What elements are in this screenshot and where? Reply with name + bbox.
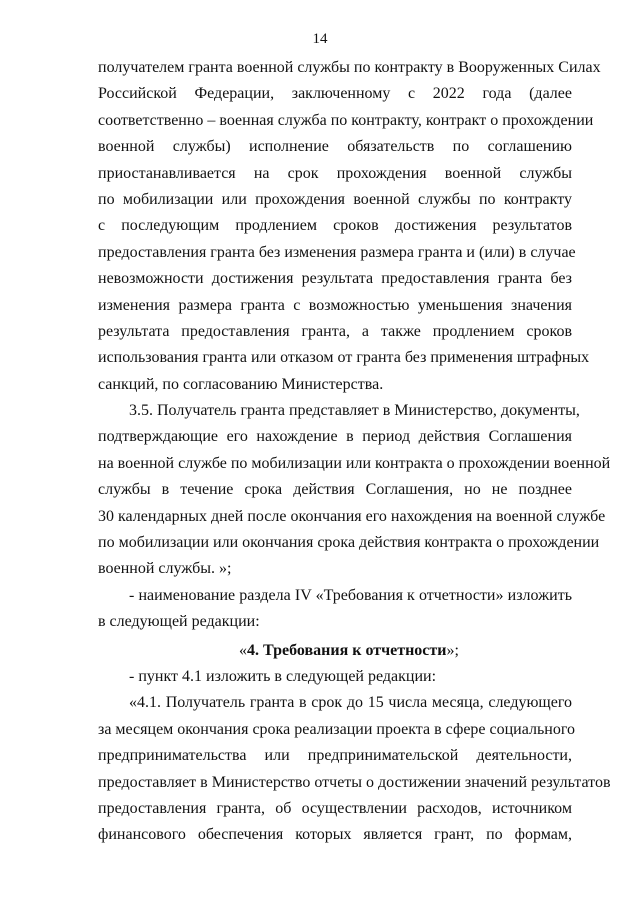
paragraph-point-4-1-instruction: [98, 664, 572, 690]
heading-open-quote: «: [239, 641, 248, 659]
text-line: невозможности достижения результата предоставления гранта без: [98, 270, 572, 288]
section-heading: [98, 638, 572, 664]
heading-close-quote: »;: [446, 641, 459, 659]
text-line: использования гранта или отказом от гранта без применения штрафных: [98, 349, 590, 367]
text-line: получателем гранта военной службы по контракту в Вооруженных Силах: [98, 59, 601, 76]
text-line: по мобилизации или окончания срока действия контракта о прохождении: [98, 534, 600, 552]
text-line: на военной службе по мобилизации или контракта о прохождении военной: [98, 454, 611, 472]
text-line: 3.5. Получатель гранта представляет в Министерство, документы,: [129, 402, 580, 420]
paragraph-section-iv-rename: [98, 583, 572, 636]
text-line: результата предоставления гранта, а также продлением сроков: [98, 322, 572, 340]
text-line: приостанавливается на срок прохождения военной службы: [98, 164, 572, 182]
text-line: - пункт 4.1 изложить в следующей редакции:: [129, 667, 437, 685]
text-line: по мобилизации или прохождения военной службы по контракту: [98, 190, 572, 208]
text-line: в следующей редакции:: [98, 613, 260, 631]
text-line: предоставляет в Министерство отчеты о достижении значений результатов: [98, 773, 611, 791]
paragraph-grant-suspension: [98, 55, 601, 398]
text-line: санкций, по согласованию Министерства.: [98, 375, 384, 393]
text-line: военной службы. »;: [98, 560, 232, 578]
text-line: предоставления гранта без изменения размера гранта и (или) в случае: [98, 243, 576, 261]
page-number: 14: [312, 31, 328, 47]
text-line: за месяцем окончания срока реализации проекта в сфере социального: [98, 720, 575, 738]
paragraph-point-4-1: [98, 690, 611, 848]
text-line: - наименование раздела IV «Требования к отчетности» изложить: [129, 586, 572, 604]
text-line: предпринимательства или предпринимательской деятельности,: [98, 747, 572, 765]
text-line: 30 календарных дней после окончания его нахождения на военной службе: [98, 507, 606, 525]
text-line: военной службы) исполнение обязательств по соглашению: [98, 138, 572, 156]
text-line: службы в течение срока действия Соглашения, но не позднее: [98, 481, 572, 499]
text-line: Российской Федерации, заключенному с 2022 года (далее: [98, 85, 572, 103]
document-body: [98, 55, 611, 849]
text-line: соответственно – военная служба по контракту, контракт о прохождении: [98, 111, 594, 129]
text-line: с последующим продлением сроков достижения результатов: [98, 217, 572, 235]
text-line: подтверждающие его нахождение в период действия Соглашения: [98, 428, 572, 446]
text-line: предоставления гранта, об осуществлении расходов, источником: [98, 799, 572, 817]
text-line: изменения размера гранта с возможностью уменьшения значения: [98, 296, 572, 314]
text-line: финансового обеспечения которых является грант, по формам,: [98, 826, 572, 844]
text-line: «4.1. Получатель гранта в срок до 15 числа месяца, следующего: [129, 694, 572, 712]
heading-title: 4. Требования к отчетности: [247, 641, 447, 659]
paragraph-3-5: [98, 398, 611, 583]
